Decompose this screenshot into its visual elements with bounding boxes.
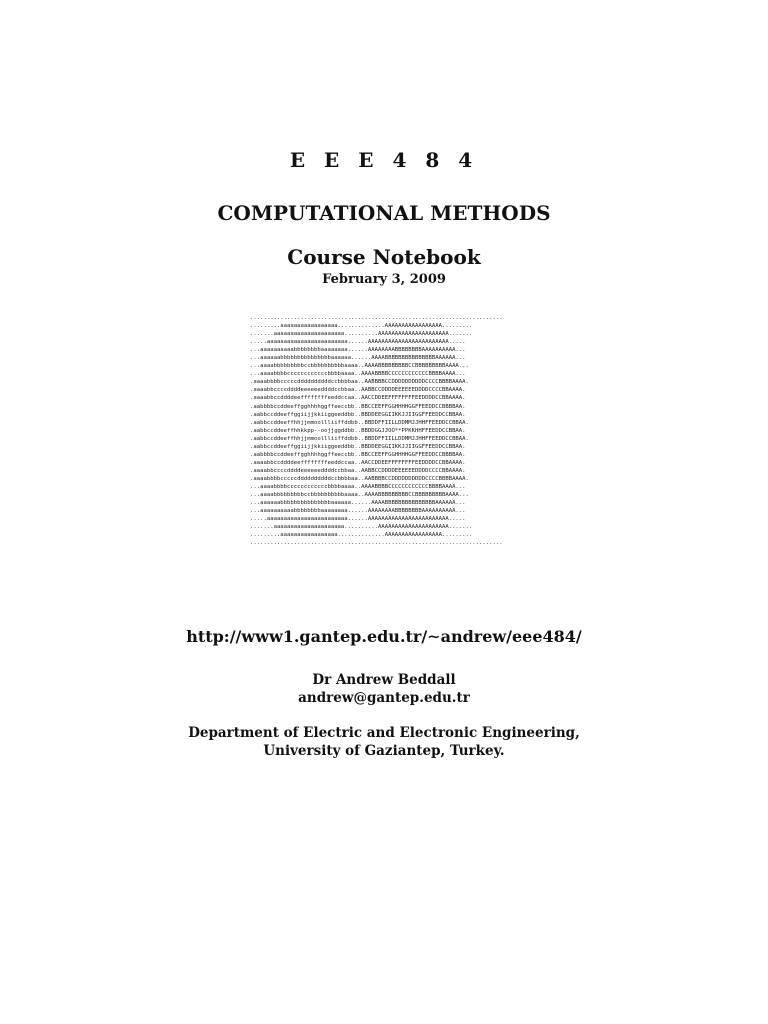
ascii-art-line: ...aaaaaaaaaabbbbbbbbaaaaaaaa......AAAAAAAABBBBBBBBAAAAAAAAAA... [250,347,466,354]
ascii-art-line: .......aaaaaaaaaaaaaaaaaaaaa..........AAAAAAAAAAAAAAAAAAAAA....... [250,331,473,338]
ascii-art-line: .aabbccddeeffggiijjkkiiggeeddbb..BBDDEEGGIIKKJJIIGGFFEEDDCCBBAA. [250,443,466,450]
author-email[interactable]: andrew@gantep.edu.tr [298,690,470,706]
course-title: COMPUTATIONAL METHODS [217,201,551,225]
ascii-art-line: .........aaaaaaaaaaaaaaaaa..............AAAAAAAAAAAAAAAAA......... [250,532,473,539]
course-url-link[interactable]: http://www1.gantep.edu.tr/∼andrew/eee484/ [186,627,582,646]
ascii-art-line: .aaaabbccddddeeffffffffeeddccaa..AACCDDEEFFFFFFFFEEDDDDCCBBAAAA. [250,459,466,466]
ascii-art-line: ........................................................................... [250,315,503,321]
ascii-art-line: .aaaabbccddddeeffffffffeeddccaa..AACCDDEEFFFFFFFFEEDDDDCCBBAAAA. [250,395,466,402]
ascii-art-line: .aabbccddeeffhhjjmmoollliiffddbb..BBDDFFIILLDDMMJJHHFFEEDDCCBBAA. [250,419,469,426]
ascii-art-line: .aabbbbccddeeffgghhhhggffeeccbb..BBCCEEFFGGHHHHGGFFEEDDCCBBBBAA. [250,403,466,410]
department-name: Department of Electric and Electronic Engineering, [188,725,580,741]
ascii-art-line: ...aaaaaabbbbbbbbbbbbbbbaaaaaa......AAAABBBBBBBBBBBBBBBAAAAAA... [250,500,466,507]
ascii-art-line: .aaaabbccccddddeeeeeeddddccbbaa..AABBCCDDDDEEEEEEDDDDCCCCBBAAAA. [250,467,466,474]
ascii-art-line: .aabbccddeeffhhkkpp--oojjggddbb..BBDDGGJJOO**PPKKHHFFEEDDCCBBAA. [250,427,466,434]
ascii-art-line: ........................................................................... [250,540,503,547]
ascii-art-line: .aabbccddeeffggiijjkkiiggeeddbb..BBDDEEGGIIKKJJIIGGFFEEDDCCBBAA. [250,411,466,418]
ascii-art-line: .....aaaaaaaaaaaaaaaaaaaaaaaa......AAAAAAAAAAAAAAAAAAAAAAAA..... [250,339,466,346]
course-code: E E E 4 8 4 [289,148,479,172]
ascii-art-line: .aabbccddeeffhhjjmmoollliiffddbb..BBDDFFIILLDDMMJJHHFFEEDDCCBBAA. [250,435,469,442]
ascii-art-line: .........aaaaaaaaaaaaaaaaa..............AAAAAAAAAAAAAAAAA......... [250,323,473,330]
ascii-art-line: ...aaaaaaaaaabbbbbbbbaaaaaaaa......AAAAAAAABBBBBBBBAAAAAAAAAA... [250,508,466,515]
notebook-title: Course Notebook [287,245,481,269]
ascii-art-line: .aaaabbbbcccccddddddddddccbbbbaa..AABBBBCCDDDDDDDDDDCCCCBBBBAAAA. [250,475,469,482]
ascii-art-line: ...aaaabbbbbbbbbccbbbbbbbbbbaaaa..AAAABBBBBBBBBCCBBBBBBBBBAAAA... [250,363,469,370]
notebook-date: February 3, 2009 [322,272,446,287]
ascii-art-line: ...aaaabbbbccccccccccccbbbbaaaa..AAAABBBBCCCCCCCCCCCCBBBBAAAA... [250,483,466,490]
ascii-art-line: ...aaaabbbbbbbbbccbbbbbbbbbbaaaa..AAAABBBBBBBBBCCBBBBBBBBBAAAA... [250,492,469,499]
ascii-art-line: ...aaaabbbbccccccccccccbbbbaaaa..AAAABBBBCCCCCCCCCCCCBBBBAAAA... [250,371,466,378]
ascii-art-line: .aabbbbccddeeffgghhhhggffeeccbb..BBCCEEFFGGHHHHGGFFEEDDCCBBBBAA. [250,451,466,458]
ascii-art-line: ...aaaaaabbbbbbbbbbbbbbbaaaaaa......AAAABBBBBBBBBBBBBBBAAAAAA... [250,355,466,362]
ascii-art-line: .aaaabbbbcccccddddddddddccbbbbaa..AABBBBCCDDDDDDDDDDCCCCBBBBAAAA. [250,379,469,386]
author-name: Dr Andrew Beddall [312,672,456,688]
ascii-art-line: .......aaaaaaaaaaaaaaaaaaaaa..........AAAAAAAAAAAAAAAAAAAAA....... [250,524,473,531]
ascii-art-line: .aaaabbccccddddeeeeeeddddccbbaa..AABBCCDDDDEEEEEEDDDDCCCCBBAAAA. [250,387,466,394]
ascii-art-figure [250,314,510,547]
ascii-art-line: .....aaaaaaaaaaaaaaaaaaaaaaaa......AAAAAAAAAAAAAAAAAAAAAAAA..... [250,516,466,523]
university-name: University of Gaziantep, Turkey. [263,743,505,759]
